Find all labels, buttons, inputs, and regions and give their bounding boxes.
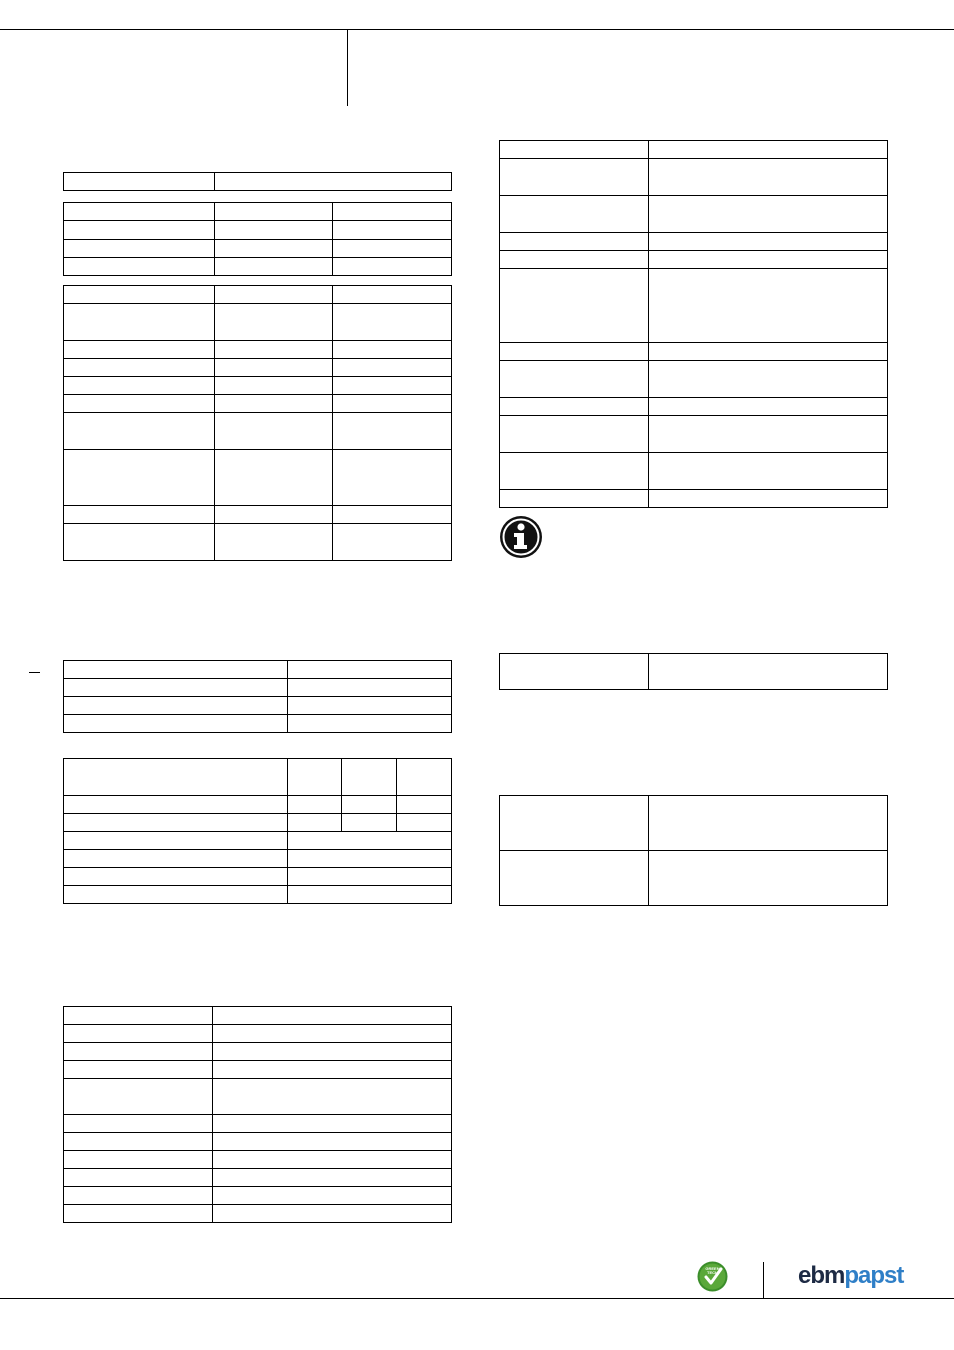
table-cell [649,453,888,490]
table-cell [333,377,452,395]
table-cell [64,886,288,904]
table-cell [64,697,288,715]
table-cell [64,506,215,524]
table-cell [64,1025,213,1043]
table-cell [500,851,649,906]
table-cell [397,759,452,796]
table-cell [649,159,888,196]
table-9 [499,795,888,906]
table-cell [500,654,649,690]
table-cell [215,221,333,240]
table-cell [649,269,888,343]
table-7 [499,140,888,508]
table-8 [499,653,888,690]
table-cell [64,203,215,221]
table-cell [649,654,888,690]
greentech-badge-line2: TECH [707,1270,718,1275]
table-cell [500,159,649,196]
table-cell [397,796,452,814]
table-cell [215,377,333,395]
table-6 [63,1006,452,1223]
table-cell [215,413,333,450]
table-cell [500,361,649,398]
table-cell [215,173,452,191]
table-cell [288,832,452,850]
table-3 [63,285,452,561]
table-cell [288,697,452,715]
table-cell [64,1115,213,1133]
table-cell [213,1115,452,1133]
table-cell [64,1169,213,1187]
logo-part-papst: papst [844,1262,904,1289]
table-cell [64,1079,213,1115]
table-cell [288,850,452,868]
header-divider [347,29,348,106]
table-cell [649,398,888,416]
table-cell [215,258,333,276]
table-cell [649,196,888,233]
table-cell [64,1061,213,1079]
table-cell [333,258,452,276]
table-cell [500,269,649,343]
table-cell [500,490,649,508]
table-cell [649,251,888,269]
table-cell [215,506,333,524]
table-cell [288,868,452,886]
table-cell [288,796,342,814]
table-cell [64,832,288,850]
table-cell [64,868,288,886]
table-cell [500,141,649,159]
table-cell [64,240,215,258]
table-1 [63,172,452,191]
table-cell [333,413,452,450]
table-cell [649,141,888,159]
table-cell [213,1079,452,1115]
table-cell [333,341,452,359]
table-cell [64,796,288,814]
table-cell [500,796,649,851]
table-cell [649,416,888,453]
greentech-badge-icon [697,1261,728,1292]
footer-rule [0,1298,954,1299]
table-cell [215,524,333,561]
table-cell [64,341,215,359]
table-cell [649,233,888,251]
table-cell [342,796,397,814]
table-cell [649,490,888,508]
table-cell [64,679,288,697]
table-cell [64,359,215,377]
table-cell [64,759,288,796]
table-cell [342,759,397,796]
table-cell [288,886,452,904]
table-cell [500,233,649,251]
table-cell [64,286,215,304]
table-cell [215,395,333,413]
table-cell [288,679,452,697]
table-cell [213,1133,452,1151]
table-cell [333,240,452,258]
table-cell [333,450,452,506]
table-cell [215,304,333,341]
table-cell [64,1151,213,1169]
table-cell [649,796,888,851]
table-cell [64,450,215,506]
table-cell [215,341,333,359]
table-cell [500,453,649,490]
table-cell [213,1043,452,1061]
table-cell [649,361,888,398]
table-cell [333,524,452,561]
table-cell [213,1061,452,1079]
table-cell [500,196,649,233]
table-cell [64,661,288,679]
table-cell [64,850,288,868]
info-icon [499,515,543,559]
table-cell [213,1169,452,1187]
table-cell [64,1007,213,1025]
table-cell [333,221,452,240]
table-cell [64,1043,213,1061]
table-cell [215,286,333,304]
table-cell [64,413,215,450]
table-cell [213,1205,452,1223]
table-cell [64,1133,213,1151]
table-cell [64,173,215,191]
table-cell [213,1187,452,1205]
table-cell [64,395,215,413]
table-cell [64,1205,213,1223]
table-cell [213,1025,452,1043]
dash-mark [29,672,40,673]
table-cell [64,221,215,240]
greentech-badge-line1: GREEN [705,1266,720,1271]
table-cell [333,359,452,377]
table-cell [64,304,215,341]
footer-divider [763,1262,764,1298]
table-cell [64,1187,213,1205]
table-cell [64,377,215,395]
table-cell [288,814,342,832]
table-cell [500,343,649,361]
table-cell [500,398,649,416]
table-cell [64,814,288,832]
table-cell [64,524,215,561]
table-cell [397,814,452,832]
table-cell [64,715,288,733]
table-cell [500,251,649,269]
table-2 [63,202,452,276]
ebmpapst-logo [798,1262,903,1290]
table-cell [649,851,888,906]
table-cell [333,203,452,221]
table-cell [288,715,452,733]
table-cell [333,395,452,413]
logo-part-ebm: ebm [798,1262,845,1289]
table-cell [215,359,333,377]
table-cell [333,506,452,524]
table-cell [213,1151,452,1169]
table-cell [342,814,397,832]
table-cell [333,304,452,341]
table-cell [288,759,342,796]
table-cell [288,661,452,679]
table-cell [215,450,333,506]
table-4 [63,660,452,733]
table-cell [333,286,452,304]
table-cell [64,258,215,276]
table-cell [215,203,333,221]
table-cell [500,416,649,453]
table-cell [649,343,888,361]
table-cell [215,240,333,258]
header-rule [0,29,954,30]
table-5 [63,758,452,904]
table-cell [213,1007,452,1025]
